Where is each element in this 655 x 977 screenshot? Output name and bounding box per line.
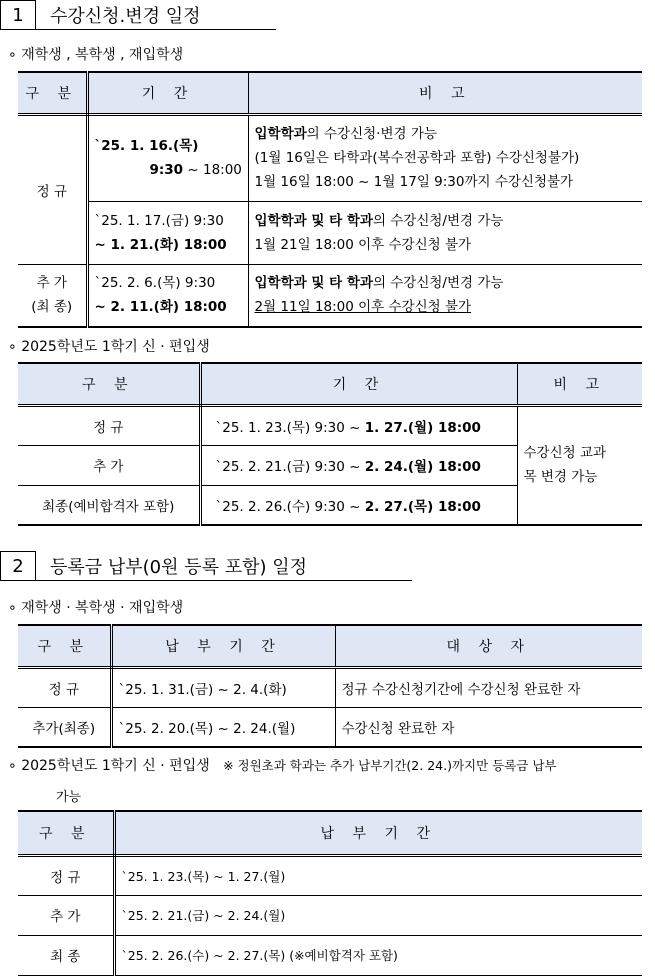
row-label-regular: 정 규 [18, 114, 87, 264]
regular-note-2: 입학학과 및 타 학과의 수강신청/변경 가능 1월 21일 18:00 이후 수강신청 불가 [248, 201, 642, 264]
header-category: 구 분 [18, 811, 114, 855]
header-payment-period: 납 부 기 간 [111, 625, 335, 667]
header-payment-period: 납 부 기 간 [114, 811, 642, 855]
period-note: 수강신청 교과 목 변경 가능 [517, 405, 642, 525]
s1-group1-heading: ∘ 재학생 , 복학생 , 재입학생 [8, 47, 184, 63]
row-label-additional: 추가(최종) [18, 707, 111, 747]
additional-note: 입학학과 및 타 학과의 수강신청/변경 가능 2월 11일 18:00 이후 수강신청 불가 [248, 264, 642, 327]
period-additional: `25. 2. 21.(금) 9:30 ~ 2. 24.(월) 18:00 [200, 445, 517, 485]
row-label-regular: 정 규 [18, 855, 114, 895]
section-1-title [0, 0, 276, 30]
s2-note-continued: 가능 [56, 790, 82, 805]
row-label-final: 최 종 [18, 935, 114, 975]
header-category: 구 분 [18, 363, 200, 405]
additional-period: `25. 2. 6.(목) 9:30 ~ 2. 11.(화) 18:00 [87, 264, 248, 327]
header-target: 대 상 자 [335, 625, 642, 667]
payment-period-additional: `25. 2. 21.(금) ~ 2. 24.(월) [114, 895, 642, 935]
regular-period-2: `25. 1. 17.(금) 9:30 ~ 1. 21.(화) 18:00 [87, 201, 248, 264]
section-2-heading: 등록금 납부(0원 등록 포함) 일정 [36, 551, 412, 581]
s1-table-new-students [18, 362, 642, 526]
regular-note-1: 입학학과의 수강신청·변경 가능 (1월 16일은 타학과(복수전공학과 포함) 수강신청불가) 1월 16일 18:00 ~ 1월 17일 9:30까지 수강신청불가 [248, 114, 642, 201]
row-label-additional: 추 가 (최 종) [18, 264, 87, 327]
header-period: 기 간 [200, 363, 517, 405]
s2-group1-heading: ∘ 재학생 · 복학생 · 재입학생 [8, 600, 184, 616]
payment-period-regular: `25. 1. 23.(목) ~ 1. 27.(월) [114, 855, 642, 895]
header-category: 구 분 [18, 625, 111, 667]
header-category: 구 분 [18, 72, 87, 114]
payment-period-additional: `25. 2. 20.(목) ~ 2. 24.(월) [111, 707, 335, 747]
header-note: 비 고 [517, 363, 642, 405]
section-1-heading: 수강신청.변경 일정 [36, 0, 276, 30]
period-final: `25. 2. 26.(수) 9:30 ~ 2. 27.(목) 18:00 [200, 485, 517, 525]
section-2-number: 2 [0, 551, 36, 581]
payment-period-final: `25. 2. 26.(수) ~ 2. 27.(목) (※예비합격자 포함) [114, 935, 642, 975]
s1-group2-heading: ∘ 2025학년도 1학기 신 · 편입생 [8, 339, 210, 355]
s2-group2-heading: ∘ 2025학년도 1학기 신 · 편입생 ※ 정원초과 학과는 추가 납부기간(2. 24.)까지만 등록금 납부 [8, 758, 557, 774]
header-period: 기 간 [87, 72, 248, 114]
row-label-additional: 추 가 [18, 445, 200, 485]
row-label-final: 최종(예비합격자 포함) [18, 485, 200, 525]
regular-period-1: `25. 1. 16.(목) 9:30 ~ 18:00 [87, 114, 248, 201]
payment-period-regular: `25. 1. 31.(금) ~ 2. 4.(화) [111, 667, 335, 707]
s2-table-new-students [18, 810, 642, 976]
section-2-title [0, 551, 412, 581]
section-1-number: 1 [0, 0, 36, 30]
header-note: 비 고 [248, 72, 642, 114]
row-label-regular: 정 규 [18, 405, 200, 445]
row-label-additional: 추 가 [18, 895, 114, 935]
s1-table-returning-students [18, 71, 642, 328]
target-regular: 정규 수강신청기간에 수강신청 완료한 자 [335, 667, 642, 707]
s2-table-returning-students [18, 624, 642, 748]
s2-note: ※ 정원초과 학과는 추가 납부기간(2. 24.)까지만 등록금 납부 [223, 758, 557, 773]
period-regular: `25. 1. 23.(목) 9:30 ~ 1. 27.(월) 18:00 [200, 405, 517, 445]
row-label-regular: 정 규 [18, 667, 111, 707]
target-additional: 수강신청 완료한 자 [335, 707, 642, 747]
